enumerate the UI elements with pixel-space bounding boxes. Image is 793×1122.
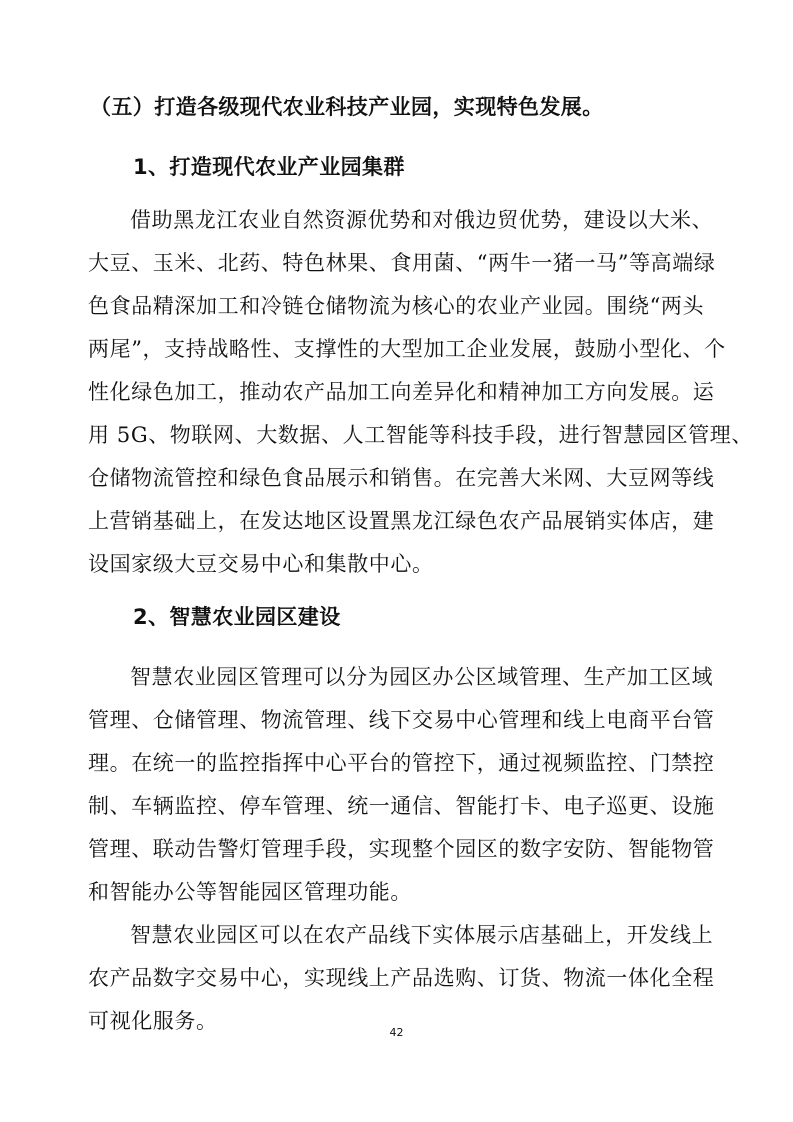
- paragraph-line: 管理、仓储管理、物流管理、线下交易中心管理和线上电商平台管: [88, 708, 715, 732]
- subsection-title-1: 1、打造现代农业产业园集群: [133, 155, 405, 179]
- paragraph-line: 智慧农业园区管理可以分为园区办公区域管理、生产加工区域: [130, 665, 714, 689]
- paragraph-line: 用 5G、物联网、大数据、人工智能等科技手段，进行智慧园区管理、: [88, 423, 754, 447]
- subsection-title-2: 2、智慧农业园区建设: [133, 605, 341, 629]
- paragraph-line: 设国家级大豆交易中心和集散中心。: [88, 552, 434, 576]
- paragraph-line: 性化绿色加工，推动农产品加工向差异化和精神加工方向发展。运: [88, 380, 715, 404]
- paragraph-line: 智慧农业园区可以在农产品线下实体展示店基础上，开发线上: [130, 923, 714, 947]
- paragraph-line: 色食品精深加工和冷链仓储物流为核心的农业产业园。围绕“两头: [88, 294, 705, 318]
- paragraph-line: 大豆、玉米、北药、特色林果、食用菌、“两牛一猪一马”等高端绿: [88, 251, 716, 275]
- section-heading: （五）打造各级现代农业科技产业园，实现特色发展。: [90, 95, 604, 119]
- paragraph-line: 借助黑龙江农业自然资源优势和对俄边贸优势，建设以大米、: [130, 208, 714, 232]
- paragraph-line: 农产品数字交易中心，实现线上产品选购、订货、物流一体化全程: [88, 966, 715, 990]
- page-number: 42: [389, 1026, 404, 1039]
- paragraph-line: 可视化服务。: [88, 1009, 218, 1033]
- paragraph-line: 理。在统一的监控指挥中心平台的管控下，通过视频监控、门禁控: [88, 751, 715, 775]
- paragraph-line: 上营销基础上，在发达地区设置黑龙江绿色农产品展销实体店，建: [88, 509, 715, 533]
- paragraph-line: 管理、联动告警灯管理手段，实现整个园区的数字安防、智能物管: [88, 837, 715, 861]
- paragraph-line: 和智能办公等智能园区管理功能。: [88, 880, 412, 904]
- paragraph-line: 两尾”，支持战略性、支撑性的大型加工企业发展，鼓励小型化、个: [88, 337, 726, 361]
- paragraph-line: 制、车辆监控、停车管理、统一通信、智能打卡、电子巡更、设施: [88, 794, 715, 818]
- paragraph-line: 仓储物流管控和绿色食品展示和销售。在完善大米网、大豆网等线: [88, 466, 715, 490]
